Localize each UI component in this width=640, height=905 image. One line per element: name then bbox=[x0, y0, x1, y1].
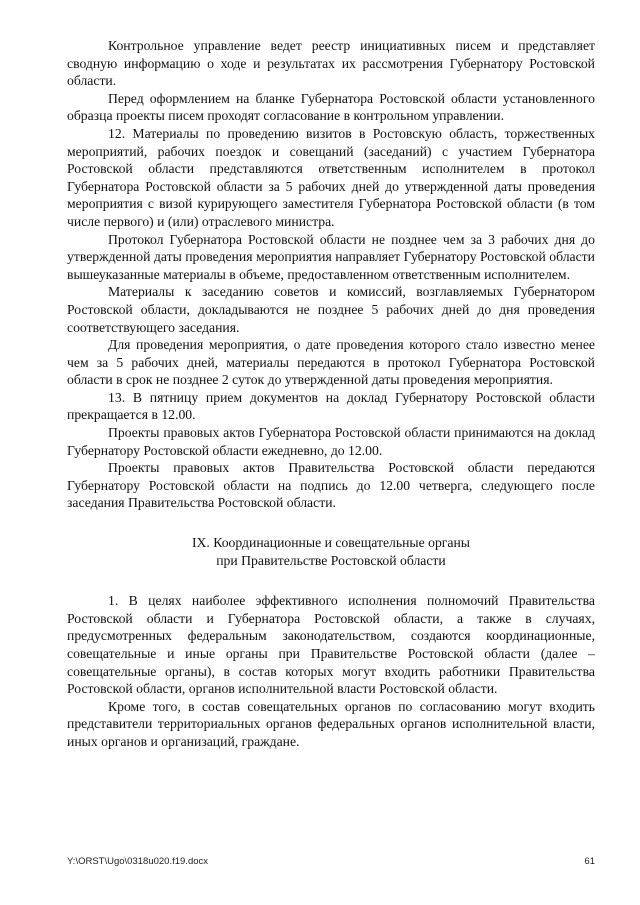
paragraph: Для проведения мероприятия, о дате проведения которого стало известно менее чем за 5 рабочих дней, материалы передаются в протокол Губернатора Ростовской области в срок не позднее 2 суток до утвержденной даты проведения мероприятия. bbox=[67, 337, 595, 388]
paragraph: Проекты правовых актов Губернатора Ростовской области принимаются на доклад Губернатору Ростовской области ежедневно, до 12.00. bbox=[67, 425, 595, 458]
paragraph: 12. Материалы по проведению визитов в Ростовскую область, торжественных мероприятий, рабочих поездок и совещаний (заседаний) с участием Губернатора Ростовской области представляются ответственным исполнителем в протокол Губернатора Ростовской области за 5 рабочих дней до утвержденной даты проведения мероприятия с визой курирующего заместителя Губернатора Ростовской области (в том числе первого) и (или) отраслевого министра. bbox=[67, 125, 595, 229]
document-body bbox=[67, 37, 595, 751]
paragraph: Кроме того, в состав совещательных органов по согласованию могут входить представители территориальных органов федеральных органов исполнительной власти, иных органов и организаций, граждане. bbox=[67, 698, 595, 749]
paragraph: 13. В пятницу прием документов на доклад Губернатору Ростовской области прекращается в 12.00. bbox=[67, 389, 595, 423]
paragraph: Проекты правовых актов Правительства Ростовской области передаются Губернатору Ростовской области на подпись до 12.00 четверга, следующего после заседания Правительства Ростовской области. bbox=[67, 460, 595, 511]
paragraph: Материалы к заседанию советов и комиссий, возглавляемых Губернатором Ростовской области, докладываются не позднее 5 рабочих дней до дня проведения соответствующего заседания. bbox=[67, 284, 595, 335]
footer-file-path: Y:\ORST\Ugo\0318u020.f19.docx bbox=[67, 856, 209, 867]
section-heading bbox=[67, 534, 595, 569]
paragraph: Протокол Губернатора Ростовской области не позднее чем за 3 рабочих дня до утвержденной даты проведения мероприятия направляет Губернатору Ростовской области вышеуказанные материалы в объеме, предоставленном ответственным исполнителем. bbox=[67, 231, 595, 282]
paragraph: Перед оформлением на бланке Губернатора Ростовской области установленного образца проекты писем проходят согласование в контрольном управлении. bbox=[67, 90, 595, 124]
page-number: 61 bbox=[584, 856, 595, 867]
paragraph: Контрольное управление ведет реестр инициативных писем и представляет сводную информацию о ходе и результатах их рассмотрения Губернатору Ростовской области. bbox=[67, 38, 595, 89]
paragraph: 1. В целях наиболее эффективного исполнения полномочий Правительства Ростовской области и Губернатора Ростовской области, а также в случаях, предусмотренных федеральным законодательством, создаются координационные, совещательные и иные органы при Правительстве Ростовской области (далее – совещательные органы), в состав которых могут входить работники Правительства Ростовской области, органов исполнительной власти Ростовской области. bbox=[67, 593, 595, 697]
section-heading-line-1: IX. Координационные и совещательные органы bbox=[191, 535, 471, 551]
section-heading-line-2: при Правительстве Ростовской области bbox=[216, 552, 446, 568]
